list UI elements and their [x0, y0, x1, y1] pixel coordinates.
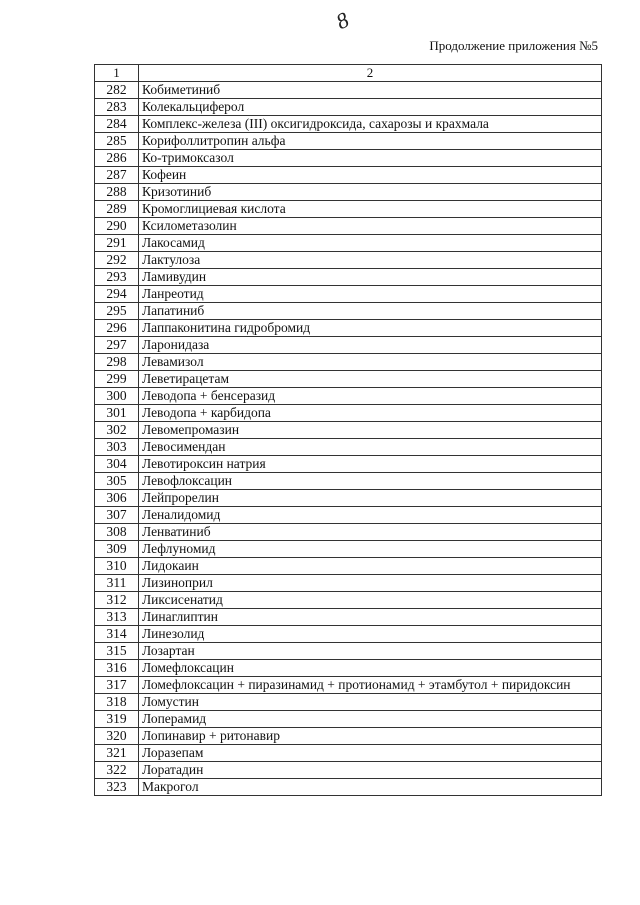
drug-name: Лоратадин	[139, 762, 602, 779]
table-row	[95, 558, 602, 575]
table-row	[95, 269, 602, 286]
table-row	[95, 762, 602, 779]
table-row	[95, 677, 602, 694]
table-row	[95, 507, 602, 524]
table-row	[95, 779, 602, 796]
row-number: 285	[95, 133, 139, 150]
row-number: 286	[95, 150, 139, 167]
row-number: 284	[95, 116, 139, 133]
drug-name: Кризотиниб	[139, 184, 602, 201]
row-number: 315	[95, 643, 139, 660]
table-row	[95, 286, 602, 303]
table-row	[95, 745, 602, 762]
table-row	[95, 150, 602, 167]
row-number: 321	[95, 745, 139, 762]
row-number: 307	[95, 507, 139, 524]
table-row	[95, 371, 602, 388]
drug-name: Леводопа + карбидопа	[139, 405, 602, 422]
drug-name: Кобиметиниб	[139, 82, 602, 99]
drug-name: Корифоллитропин альфа	[139, 133, 602, 150]
table-row	[95, 609, 602, 626]
drug-name: Ломефлоксацин	[139, 660, 602, 677]
drug-name: Ланреотид	[139, 286, 602, 303]
table-row	[95, 626, 602, 643]
table-row	[95, 728, 602, 745]
drug-name: Лидокаин	[139, 558, 602, 575]
row-number: 292	[95, 252, 139, 269]
drug-name: Левофлоксацин	[139, 473, 602, 490]
row-number: 295	[95, 303, 139, 320]
row-number: 310	[95, 558, 139, 575]
row-number: 302	[95, 422, 139, 439]
drug-name: Лопинавир + ритонавир	[139, 728, 602, 745]
drug-name: Линезолид	[139, 626, 602, 643]
row-number: 294	[95, 286, 139, 303]
table-row	[95, 711, 602, 728]
table-row	[95, 201, 602, 218]
table-row	[95, 184, 602, 201]
table-header-row	[95, 65, 602, 82]
table-row	[95, 422, 602, 439]
table-row	[95, 694, 602, 711]
table-row	[95, 337, 602, 354]
drug-name: Лозартан	[139, 643, 602, 660]
table-row	[95, 82, 602, 99]
appendix-continuation-label: Продолжение приложения №5	[429, 38, 598, 53]
row-number: 293	[95, 269, 139, 286]
drug-name: Левомепромазин	[139, 422, 602, 439]
row-number: 287	[95, 167, 139, 184]
table-row	[95, 473, 602, 490]
row-number: 309	[95, 541, 139, 558]
drug-name: Ленватиниб	[139, 524, 602, 541]
drug-name: Лоразепам	[139, 745, 602, 762]
table-row	[95, 405, 602, 422]
drug-name: Левосимендан	[139, 439, 602, 456]
drug-name: Линаглиптин	[139, 609, 602, 626]
row-number: 314	[95, 626, 139, 643]
drug-name: Левотироксин натрия	[139, 456, 602, 473]
row-number: 313	[95, 609, 139, 626]
row-number: 296	[95, 320, 139, 337]
table-row	[95, 490, 602, 507]
page-number-marker: 8	[332, 6, 353, 35]
row-number: 308	[95, 524, 139, 541]
table-body	[95, 82, 602, 796]
table-row	[95, 167, 602, 184]
row-number: 300	[95, 388, 139, 405]
row-number: 298	[95, 354, 139, 371]
drug-name: Ломустин	[139, 694, 602, 711]
drug-name: Лакосамид	[139, 235, 602, 252]
drug-name: Колекальциферол	[139, 99, 602, 116]
drug-name: Леналидомид	[139, 507, 602, 524]
row-number: 318	[95, 694, 139, 711]
drug-name: Макрогол	[139, 779, 602, 796]
table-row	[95, 99, 602, 116]
drug-name: Ларонидаза	[139, 337, 602, 354]
drug-name: Ламивудин	[139, 269, 602, 286]
row-number: 282	[95, 82, 139, 99]
table-row	[95, 354, 602, 371]
drug-name: Ликсисенатид	[139, 592, 602, 609]
drug-name: Лефлуномид	[139, 541, 602, 558]
table-row	[95, 388, 602, 405]
drug-name: Лейпрорелин	[139, 490, 602, 507]
column-header-number: 1	[95, 65, 139, 82]
row-number: 311	[95, 575, 139, 592]
drug-name: Кофеин	[139, 167, 602, 184]
drug-name: Лапатиниб	[139, 303, 602, 320]
table-row	[95, 524, 602, 541]
row-number: 316	[95, 660, 139, 677]
row-number: 303	[95, 439, 139, 456]
row-number: 291	[95, 235, 139, 252]
column-header-name: 2	[139, 65, 602, 82]
drug-name: Кромоглициевая кислота	[139, 201, 602, 218]
drug-name: Лаппаконитина гидробромид	[139, 320, 602, 337]
row-number: 323	[95, 779, 139, 796]
drug-name: Левамизол	[139, 354, 602, 371]
row-number: 306	[95, 490, 139, 507]
row-number: 305	[95, 473, 139, 490]
table-row	[95, 456, 602, 473]
drug-name: Комплекс-железа (III) оксигидроксида, сахарозы и крахмала	[139, 116, 602, 133]
drug-name: Лоперамид	[139, 711, 602, 728]
row-number: 288	[95, 184, 139, 201]
row-number: 317	[95, 677, 139, 694]
table-row	[95, 235, 602, 252]
table-row	[95, 116, 602, 133]
drug-name: Ко-тримоксазол	[139, 150, 602, 167]
drug-list-table	[94, 64, 602, 796]
table-row	[95, 252, 602, 269]
table-row	[95, 133, 602, 150]
drug-name: Леводопа + бенсеразид	[139, 388, 602, 405]
row-number: 290	[95, 218, 139, 235]
row-number: 301	[95, 405, 139, 422]
drug-name: Лизиноприл	[139, 575, 602, 592]
table-row	[95, 541, 602, 558]
row-number: 297	[95, 337, 139, 354]
drug-name: Ломефлоксацин + пиразинамид + протионамид + этамбутол + пиридоксин	[139, 677, 602, 694]
row-number: 299	[95, 371, 139, 388]
row-number: 304	[95, 456, 139, 473]
table-row	[95, 439, 602, 456]
row-number: 320	[95, 728, 139, 745]
table-row	[95, 660, 602, 677]
table-row	[95, 592, 602, 609]
drug-name: Леветирацетам	[139, 371, 602, 388]
row-number: 283	[95, 99, 139, 116]
table-row	[95, 320, 602, 337]
row-number: 322	[95, 762, 139, 779]
table-row	[95, 575, 602, 592]
row-number: 319	[95, 711, 139, 728]
table-row	[95, 218, 602, 235]
table-row	[95, 303, 602, 320]
drug-name: Лактулоза	[139, 252, 602, 269]
drug-name: Ксилометазолин	[139, 218, 602, 235]
row-number: 312	[95, 592, 139, 609]
table-row	[95, 643, 602, 660]
row-number: 289	[95, 201, 139, 218]
